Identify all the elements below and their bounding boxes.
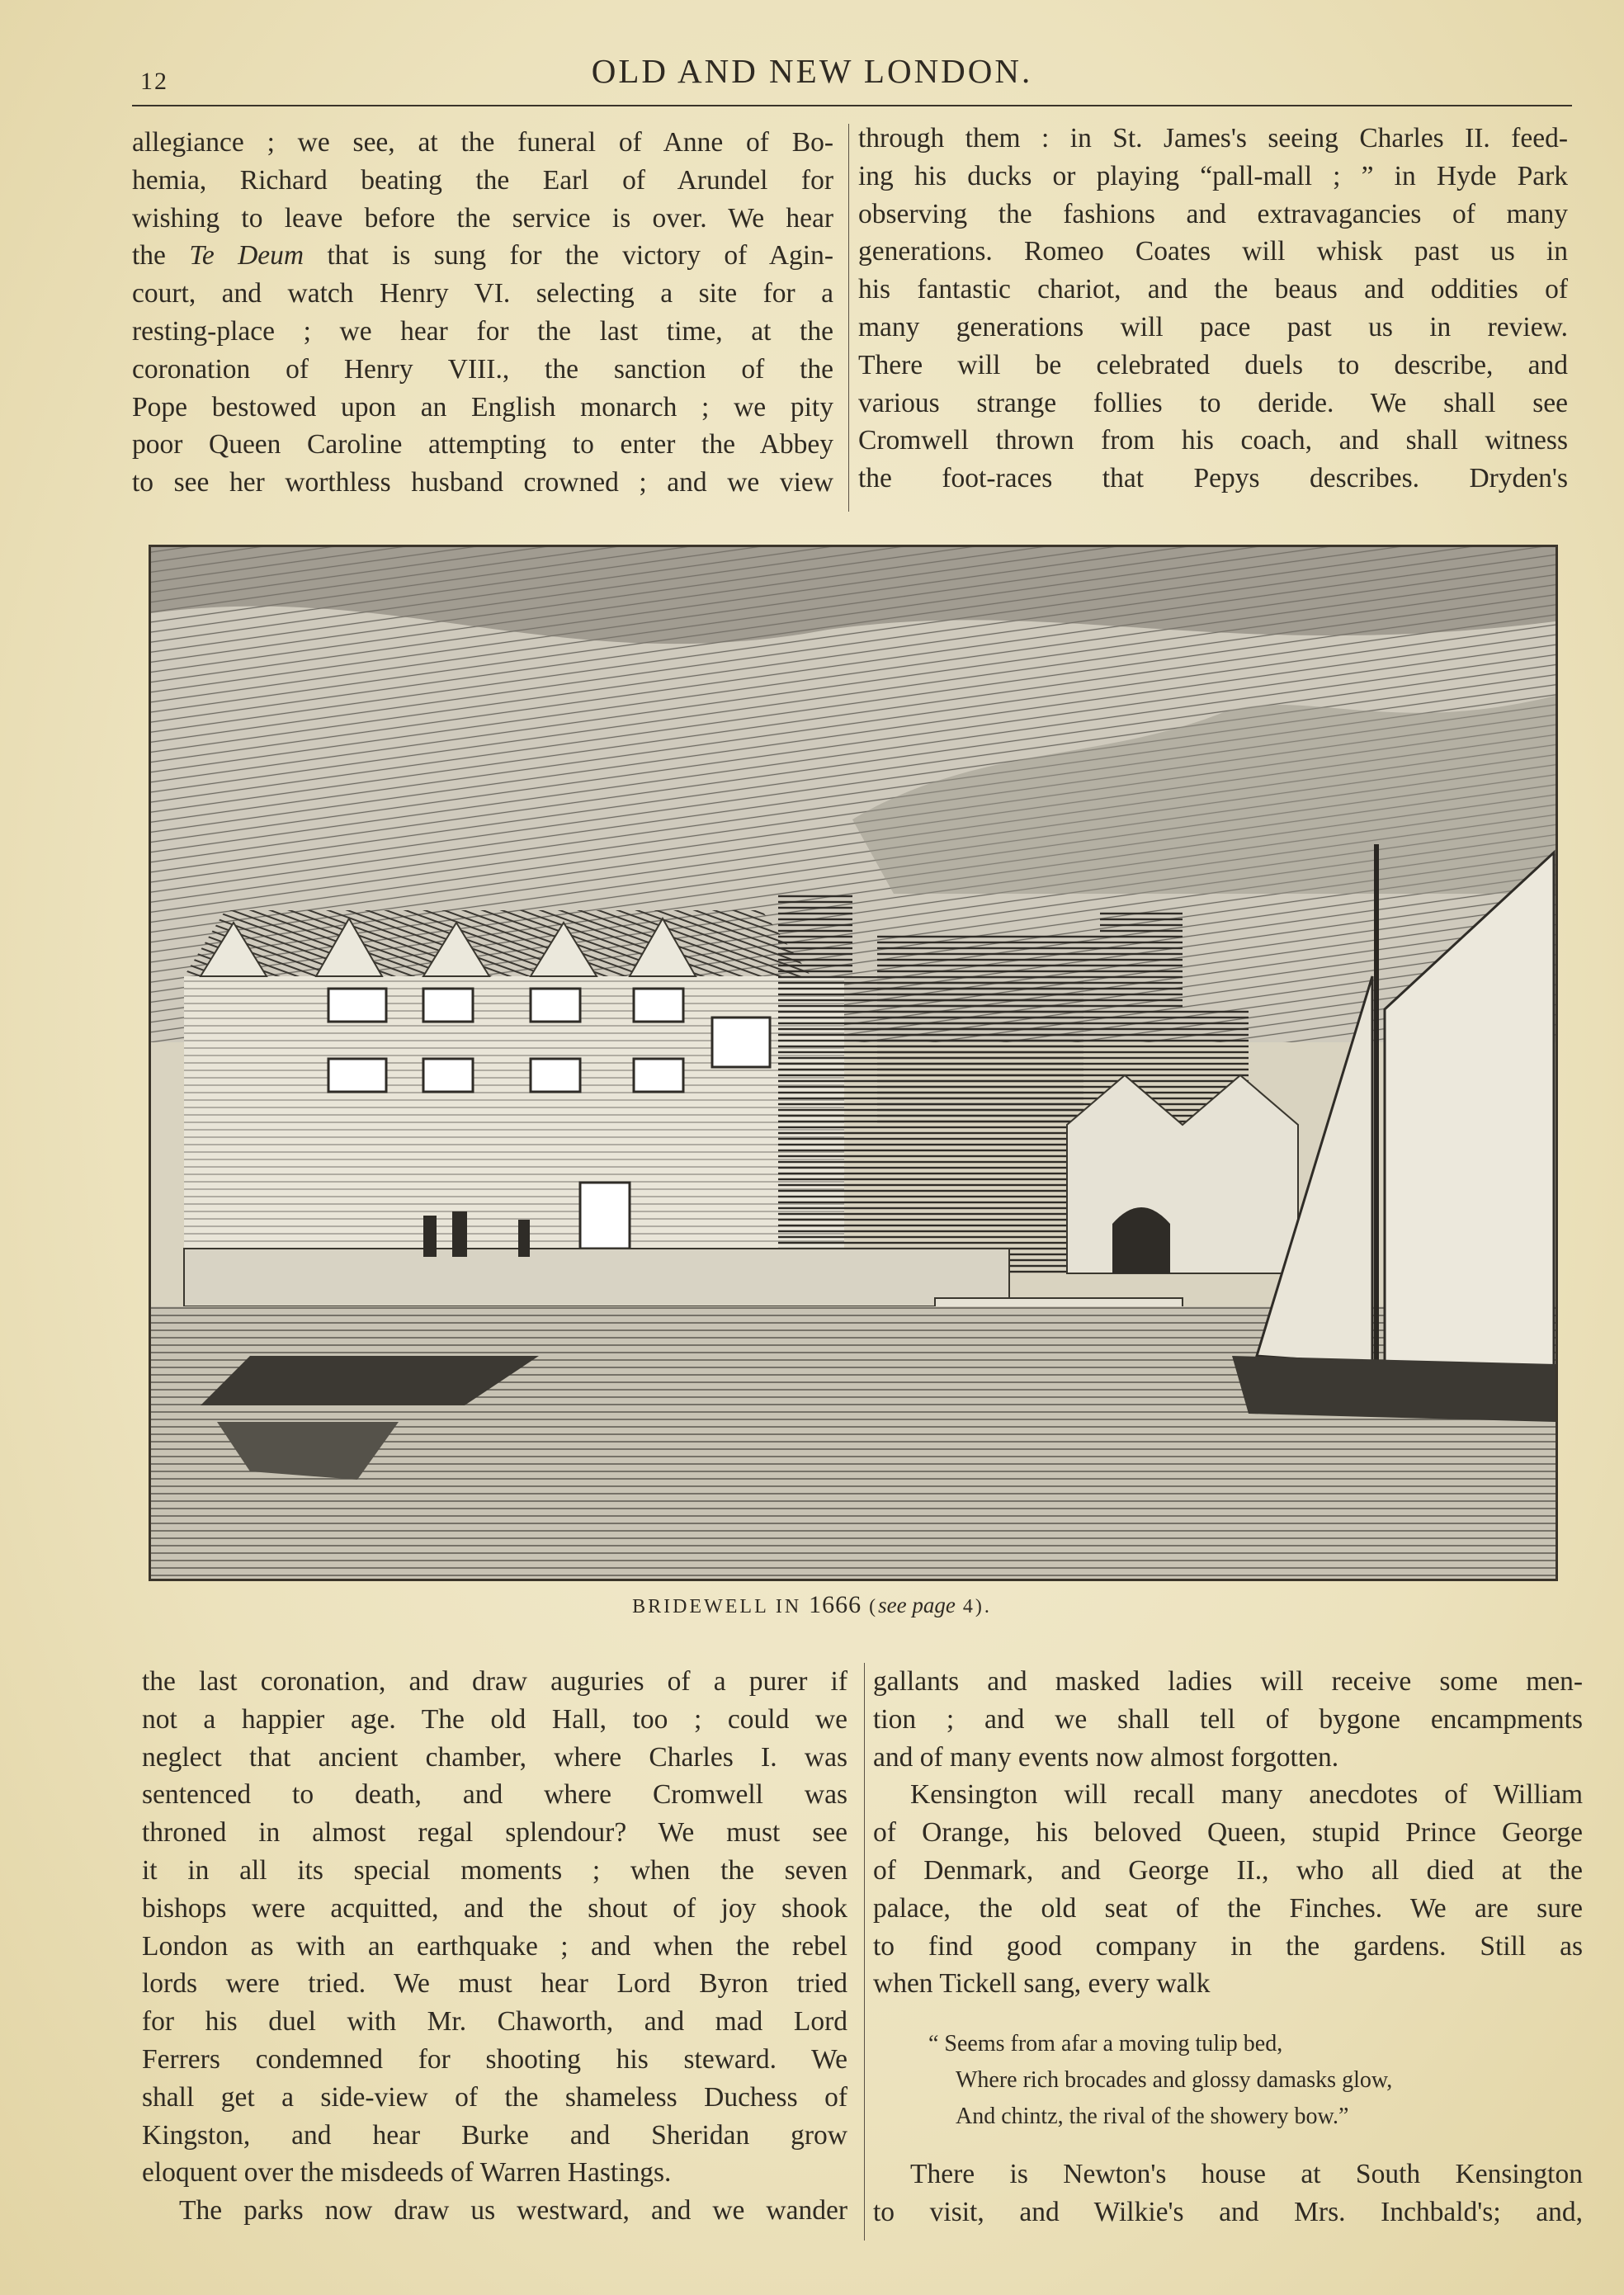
- text-line: palace, the old seat of the Finches. We are sure: [873, 1892, 1583, 1924]
- text-line: There is Newton's house at South Kensington: [910, 2159, 1583, 2189]
- bridewell-engraving: [149, 545, 1558, 1581]
- text-line: many generations will pace past us in review.: [858, 311, 1568, 342]
- figure-caption: [0, 1591, 1624, 1619]
- text-line: coronation of Henry VIII., the sanction of the: [132, 353, 833, 385]
- engraving-drawing: [151, 547, 1556, 1579]
- text-line: his fantastic chariot, and the beaus and oddities of: [858, 274, 1568, 305]
- bottom-left-column: [142, 1663, 847, 2230]
- caption-ref-open: (: [869, 1596, 879, 1617]
- running-title: OLD AND NEW LONDON.: [591, 52, 1033, 90]
- text-line: tion ; and we shall tell of bygone encampments: [873, 1703, 1583, 1735]
- text-line: Cromwell thrown from his coach, and shall witness: [858, 425, 1568, 456]
- caption-page-number: 4).: [962, 1596, 992, 1617]
- quote-line: Where rich brocades and glossy damasks glow,: [956, 2067, 1393, 2093]
- text-line: generations. Romeo Coates will whisk past us in: [858, 236, 1568, 267]
- text-line: neglect that ancient chamber, where Charles I. was: [142, 1741, 847, 1773]
- text-line: it in all its special moments ; when the seven: [142, 1854, 847, 1886]
- text-line: of Denmark, and George II., who all died at the: [873, 1854, 1583, 1886]
- text-line: There will be celebrated duels to describe, and: [858, 349, 1568, 380]
- text-line: to see her worthless husband crowned ; and we view: [132, 467, 833, 498]
- tickell-quotation: [928, 2026, 1392, 2135]
- text-line: Pope bestowed upon an English monarch ; we pity: [132, 391, 833, 423]
- text-line: hemia, Richard beating the Earl of Arundel for: [132, 164, 833, 196]
- caption-see-page: see page: [878, 1593, 956, 1617]
- column-rule-top: [848, 124, 849, 512]
- text-line: Kensington will recall many anecdotes of William: [910, 1779, 1583, 1811]
- text-line: not a happier age. The old Hall, too ; could we: [142, 1703, 847, 1735]
- dark-houses: [852, 976, 1083, 1273]
- sailboat-hull: [1232, 1356, 1556, 1422]
- stair-tower: [778, 894, 852, 1249]
- text-line: allegiance ; we see, at the funeral of Anne of Bo-: [132, 127, 833, 158]
- text-line: court, and watch Henry VI. selecting a site for a: [132, 278, 833, 309]
- text-line: shall get a side-view of the shameless Duchess of: [142, 2081, 847, 2113]
- text-line: sentenced to death, and where Cromwell was: [142, 1779, 847, 1811]
- text-line: to visit, and Wilkie's and Mrs. Inchbald's; and,: [873, 2196, 1583, 2227]
- caption-label: BRIDEWELL IN: [632, 1596, 802, 1617]
- closing-paragraph: [873, 2156, 1583, 2231]
- text-line: lords were tried. We must hear Lord Byron tried: [142, 1968, 847, 2000]
- text-line: throned in almost regal splendour? We must see: [142, 1817, 847, 1849]
- quote-line: “ Seems from afar a moving tulip bed,: [928, 2031, 1283, 2057]
- text-line: The parks now draw us westward, and we wander: [179, 2195, 847, 2227]
- text-line: to find good company in the gardens. Still as: [873, 1930, 1583, 1962]
- text-line: wishing to leave before the service is over. We hear: [132, 202, 833, 234]
- page-number: 12: [140, 68, 168, 95]
- text-line: bishops were acquitted, and the shout of joy shook: [142, 1892, 847, 1924]
- text-line: observing the fashions and extravagancies of many: [858, 198, 1568, 229]
- gate-arch: [1112, 1207, 1170, 1273]
- text-line: resting-place ; we hear for the last time, at the: [132, 315, 833, 347]
- text-line: various strange follies to deride. We shall see: [858, 387, 1568, 418]
- text-line: and of many events now almost forgotten.: [873, 1741, 1339, 1773]
- text-line: London as with an earthquake ; and when the rebel: [142, 1930, 847, 1962]
- text-line: for his duel with Mr. Chaworth, and mad Lord: [142, 2006, 847, 2038]
- header-rule: [132, 105, 1572, 106]
- te-deum-italic: Te Deum: [189, 240, 304, 272]
- text-line: the foot-races that Pepys describes. Dryden's: [858, 463, 1568, 494]
- text-line: Ferrers condemned for shooting his steward. We: [142, 2043, 847, 2075]
- text-line: of Orange, his beloved Queen, stupid Prince George: [873, 1817, 1583, 1849]
- column-rule-bottom: [864, 1663, 865, 2241]
- text-line: eloquent over the misdeeds of Warren Hastings.: [142, 2157, 672, 2189]
- top-right-column: [858, 120, 1568, 498]
- text-line: the last coronation, and draw auguries of a purer if: [142, 1666, 847, 1697]
- text-line: Kingston, and hear Burke and Sheridan grow: [142, 2119, 847, 2151]
- quay: [184, 1249, 1009, 1306]
- main-roof: [184, 910, 811, 976]
- text-line: through them : in St. James's seeing Charles II. feed-: [858, 123, 1568, 153]
- caption-year: 1666: [809, 1591, 862, 1618]
- text-line-te-deum: the Te Deum that is sung for the victory of Agin-: [132, 240, 833, 272]
- text-line: poor Queen Caroline attempting to enter the Abbey: [132, 429, 833, 460]
- bottom-right-column: [873, 1663, 1583, 2003]
- quote-line: And chintz, the rival of the showery bow.”: [956, 2104, 1349, 2129]
- top-left-column: [132, 124, 833, 502]
- text-line: ing his ducks or playing “pall-mall ; ” in Hyde Park: [858, 160, 1568, 191]
- text-line: gallants and masked ladies will receive some men-: [873, 1666, 1583, 1697]
- text-line: when Tickell sang, every walk: [873, 1968, 1211, 2000]
